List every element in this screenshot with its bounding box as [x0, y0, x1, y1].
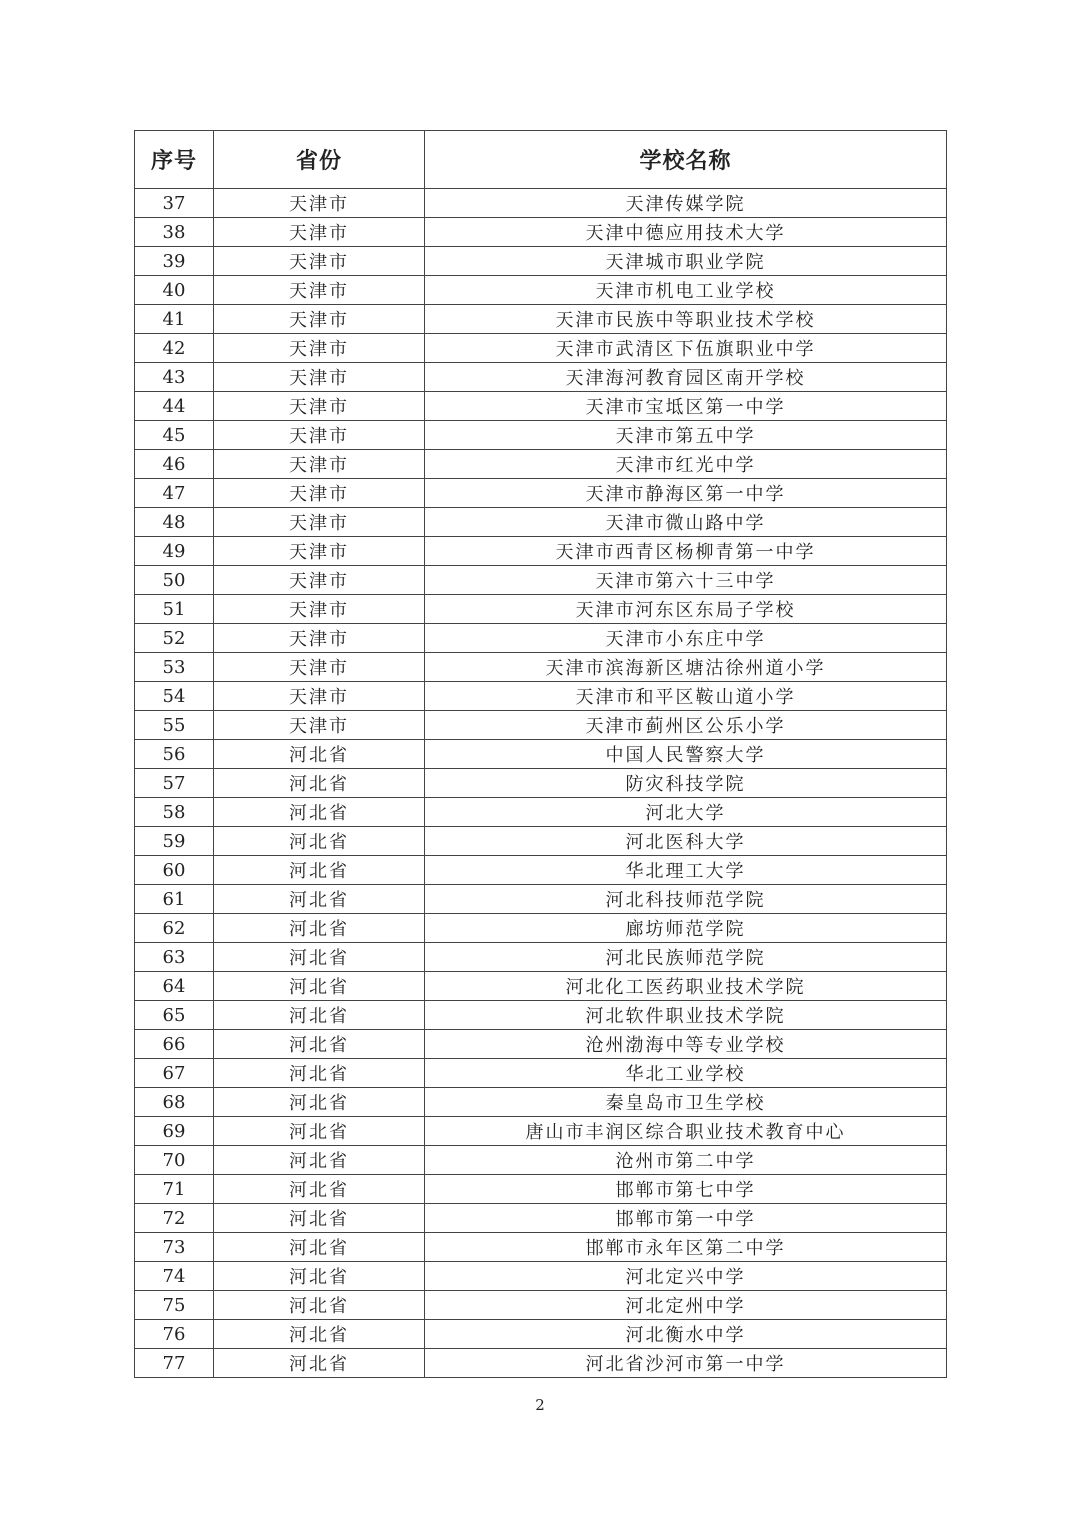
cell-province: 河北省 [214, 1349, 425, 1378]
cell-province: 河北省 [214, 1030, 425, 1059]
table-row [135, 740, 947, 769]
cell-school: 天津市西青区杨柳青第一中学 [425, 537, 947, 566]
table-row [135, 827, 947, 856]
cell-index: 72 [135, 1204, 214, 1233]
header-school: 学校名称 [425, 131, 947, 189]
cell-index: 42 [135, 334, 214, 363]
cell-school: 河北化工医药职业技术学院 [425, 972, 947, 1001]
cell-index: 44 [135, 392, 214, 421]
cell-index: 51 [135, 595, 214, 624]
cell-school: 邯郸市第一中学 [425, 1204, 947, 1233]
cell-school: 天津市河东区东局子学校 [425, 595, 947, 624]
cell-school: 天津市第五中学 [425, 421, 947, 450]
cell-province: 天津市 [214, 450, 425, 479]
cell-school: 华北工业学校 [425, 1059, 947, 1088]
cell-school: 廊坊师范学院 [425, 914, 947, 943]
cell-province: 天津市 [214, 421, 425, 450]
table-row [135, 769, 947, 798]
cell-index: 55 [135, 711, 214, 740]
cell-index: 50 [135, 566, 214, 595]
cell-index: 67 [135, 1059, 214, 1088]
cell-index: 53 [135, 653, 214, 682]
table-row [135, 682, 947, 711]
cell-province: 天津市 [214, 479, 425, 508]
cell-index: 64 [135, 972, 214, 1001]
cell-index: 54 [135, 682, 214, 711]
school-table [134, 130, 947, 1378]
cell-index: 46 [135, 450, 214, 479]
table-row [135, 856, 947, 885]
table-row [135, 421, 947, 450]
cell-province: 河北省 [214, 943, 425, 972]
cell-school: 天津市滨海新区塘沽徐州道小学 [425, 653, 947, 682]
cell-index: 56 [135, 740, 214, 769]
cell-school: 天津市红光中学 [425, 450, 947, 479]
cell-province: 天津市 [214, 508, 425, 537]
cell-index: 60 [135, 856, 214, 885]
table-row [135, 914, 947, 943]
table-row [135, 595, 947, 624]
cell-index: 48 [135, 508, 214, 537]
table-row [135, 1291, 947, 1320]
table-row [135, 1088, 947, 1117]
cell-province: 河北省 [214, 914, 425, 943]
cell-school: 天津市和平区鞍山道小学 [425, 682, 947, 711]
cell-province: 天津市 [214, 595, 425, 624]
cell-province: 河北省 [214, 740, 425, 769]
cell-school: 防灾科技学院 [425, 769, 947, 798]
cell-school: 天津市民族中等职业技术学校 [425, 305, 947, 334]
cell-province: 河北省 [214, 1088, 425, 1117]
cell-school: 河北定州中学 [425, 1291, 947, 1320]
table-row [135, 972, 947, 1001]
table-row [135, 218, 947, 247]
table-row [135, 305, 947, 334]
cell-school: 秦皇岛市卫生学校 [425, 1088, 947, 1117]
table-row [135, 1001, 947, 1030]
cell-province: 天津市 [214, 566, 425, 595]
table-row [135, 1204, 947, 1233]
cell-province: 天津市 [214, 218, 425, 247]
cell-province: 河北省 [214, 1204, 425, 1233]
table-row [135, 1030, 947, 1059]
cell-province: 河北省 [214, 1117, 425, 1146]
cell-school: 唐山市丰润区综合职业技术教育中心 [425, 1117, 947, 1146]
cell-school: 天津市宝坻区第一中学 [425, 392, 947, 421]
cell-province: 河北省 [214, 798, 425, 827]
cell-school: 天津市第六十三中学 [425, 566, 947, 595]
cell-index: 58 [135, 798, 214, 827]
cell-province: 天津市 [214, 305, 425, 334]
cell-index: 69 [135, 1117, 214, 1146]
cell-school: 河北衡水中学 [425, 1320, 947, 1349]
cell-index: 63 [135, 943, 214, 972]
table-row [135, 566, 947, 595]
table-row [135, 189, 947, 218]
cell-index: 38 [135, 218, 214, 247]
table-row [135, 1262, 947, 1291]
cell-school: 河北民族师范学院 [425, 943, 947, 972]
cell-school: 河北软件职业技术学院 [425, 1001, 947, 1030]
cell-province: 河北省 [214, 856, 425, 885]
cell-school: 河北医科大学 [425, 827, 947, 856]
table-header [135, 131, 947, 189]
cell-school: 天津市静海区第一中学 [425, 479, 947, 508]
cell-index: 39 [135, 247, 214, 276]
table-row [135, 479, 947, 508]
cell-school: 华北理工大学 [425, 856, 947, 885]
cell-index: 57 [135, 769, 214, 798]
table-row [135, 1175, 947, 1204]
cell-index: 52 [135, 624, 214, 653]
cell-school: 天津市机电工业学校 [425, 276, 947, 305]
table-row [135, 1320, 947, 1349]
table-body [135, 189, 947, 1378]
cell-province: 河北省 [214, 827, 425, 856]
cell-province: 河北省 [214, 1175, 425, 1204]
cell-province: 河北省 [214, 1262, 425, 1291]
cell-index: 74 [135, 1262, 214, 1291]
cell-province: 河北省 [214, 1291, 425, 1320]
table-row [135, 508, 947, 537]
cell-province: 河北省 [214, 769, 425, 798]
cell-province: 天津市 [214, 276, 425, 305]
cell-school: 天津中德应用技术大学 [425, 218, 947, 247]
cell-province: 河北省 [214, 885, 425, 914]
cell-school: 河北定兴中学 [425, 1262, 947, 1291]
table-row [135, 1146, 947, 1175]
table-row [135, 247, 947, 276]
cell-index: 40 [135, 276, 214, 305]
cell-province: 天津市 [214, 247, 425, 276]
cell-province: 天津市 [214, 363, 425, 392]
table-row [135, 1117, 947, 1146]
table-row [135, 334, 947, 363]
cell-province: 河北省 [214, 972, 425, 1001]
cell-index: 49 [135, 537, 214, 566]
cell-province: 天津市 [214, 334, 425, 363]
cell-province: 天津市 [214, 189, 425, 218]
cell-index: 71 [135, 1175, 214, 1204]
cell-index: 66 [135, 1030, 214, 1059]
cell-index: 70 [135, 1146, 214, 1175]
cell-province: 天津市 [214, 392, 425, 421]
cell-school: 河北大学 [425, 798, 947, 827]
cell-province: 天津市 [214, 711, 425, 740]
cell-province: 河北省 [214, 1059, 425, 1088]
cell-school: 天津市武清区下伍旗职业中学 [425, 334, 947, 363]
table-row [135, 1349, 947, 1378]
cell-province: 天津市 [214, 682, 425, 711]
table-row [135, 885, 947, 914]
cell-province: 河北省 [214, 1233, 425, 1262]
cell-index: 45 [135, 421, 214, 450]
cell-school: 沧州市第二中学 [425, 1146, 947, 1175]
cell-index: 76 [135, 1320, 214, 1349]
table-row [135, 653, 947, 682]
cell-index: 73 [135, 1233, 214, 1262]
cell-school: 天津市小东庄中学 [425, 624, 947, 653]
page-number: 2 [535, 1396, 545, 1414]
table-row [135, 450, 947, 479]
table-row [135, 363, 947, 392]
cell-province: 天津市 [214, 653, 425, 682]
cell-index: 37 [135, 189, 214, 218]
cell-index: 59 [135, 827, 214, 856]
cell-school: 天津市微山路中学 [425, 508, 947, 537]
table-row [135, 624, 947, 653]
table-row [135, 276, 947, 305]
table-row [135, 1059, 947, 1088]
cell-school: 天津传媒学院 [425, 189, 947, 218]
table-row [135, 1233, 947, 1262]
cell-province: 天津市 [214, 624, 425, 653]
header-row [135, 131, 947, 189]
cell-school: 邯郸市第七中学 [425, 1175, 947, 1204]
table-row [135, 537, 947, 566]
cell-index: 41 [135, 305, 214, 334]
cell-index: 77 [135, 1349, 214, 1378]
header-index: 序号 [135, 131, 214, 189]
cell-index: 43 [135, 363, 214, 392]
cell-school: 天津海河教育园区南开学校 [425, 363, 947, 392]
cell-province: 天津市 [214, 537, 425, 566]
table-row [135, 943, 947, 972]
cell-school: 沧州渤海中等专业学校 [425, 1030, 947, 1059]
cell-index: 75 [135, 1291, 214, 1320]
cell-index: 47 [135, 479, 214, 508]
table-row [135, 392, 947, 421]
cell-index: 62 [135, 914, 214, 943]
cell-province: 河北省 [214, 1146, 425, 1175]
table-row [135, 711, 947, 740]
cell-index: 61 [135, 885, 214, 914]
cell-school: 河北科技师范学院 [425, 885, 947, 914]
cell-school: 河北省沙河市第一中学 [425, 1349, 947, 1378]
table-row [135, 798, 947, 827]
cell-index: 65 [135, 1001, 214, 1030]
cell-school: 天津城市职业学院 [425, 247, 947, 276]
cell-school: 中国人民警察大学 [425, 740, 947, 769]
cell-province: 河北省 [214, 1001, 425, 1030]
cell-province: 河北省 [214, 1320, 425, 1349]
cell-school: 天津市蓟州区公乐小学 [425, 711, 947, 740]
cell-index: 68 [135, 1088, 214, 1117]
header-province: 省份 [214, 131, 425, 189]
cell-school: 邯郸市永年区第二中学 [425, 1233, 947, 1262]
